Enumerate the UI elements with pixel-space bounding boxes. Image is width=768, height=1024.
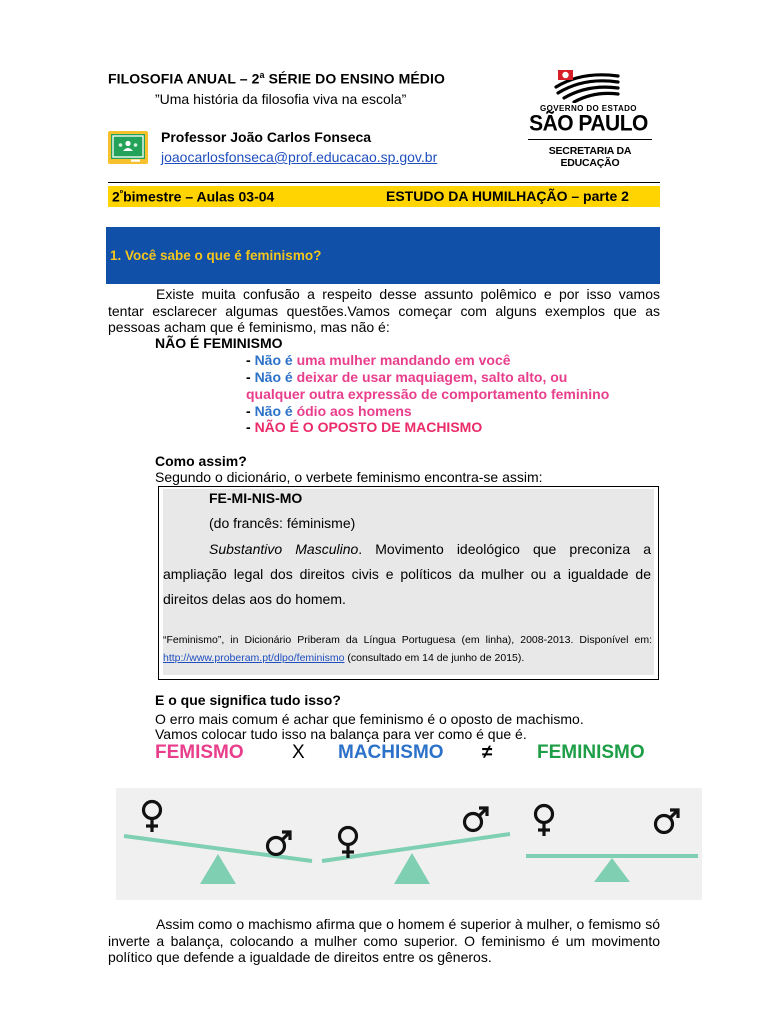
equation-femismo: FEMISMO xyxy=(155,742,244,763)
dictionary-word: FE-MI-NIS-MO xyxy=(209,490,303,506)
list-item: - Não é uma mulher mandando em você xyxy=(246,352,511,368)
dictionary-origin: (do francês: féminisme) xyxy=(209,515,356,531)
dictionary-entry-box xyxy=(158,486,659,680)
document-subtitle: ”Uma história da filosofia viva na escola” xyxy=(155,91,407,107)
professor-email-link[interactable]: joaocarlosfonseca@prof.educacao.sp.gov.br xyxy=(161,149,438,165)
closing-paragraph: Assim como o machismo afirma que o homem é superior à mulher, o femismo só inverte a balança, colocando a mulher como superior. O feminismo é um movimento político que defende a igualdade de direitos entre os gêneros. xyxy=(108,916,660,965)
como-assim-heading: Como assim? xyxy=(155,453,247,469)
equation-feminismo: FEMINISMO xyxy=(537,742,645,763)
lesson-bimester: $2^ºbimestre$ – Aulas 03-04 xyxy=(112,188,275,205)
equation-not-equal: ≠ xyxy=(482,742,493,763)
logo-line-2: SÃO PAULO xyxy=(529,111,648,136)
dictionary-definition: Substantivo Masculino. Movimento ideológico que preconiza a ampliação legal dos direitos civis e políticos da mulher ou a igualdade de direitos delas aos do homem. xyxy=(163,541,651,607)
equation-versus: X xyxy=(292,742,305,763)
list-item: - Não é deixar de usar maquiagem, salto alto, ou xyxy=(246,369,568,385)
meaning-heading: E o que significa tudo isso? xyxy=(155,692,341,708)
sao-paulo-flag-emblem xyxy=(552,67,622,103)
list-item-continuation: qualquer outra expressão de comportamento feminino xyxy=(246,386,610,402)
logo-line-1: GOVERNO DO ESTADO xyxy=(540,104,637,113)
meaning-line-2: Vamos colocar tudo isso na balança para ver como é que é. xyxy=(155,726,527,742)
dictionary-source-link[interactable]: http://www.proberam.pt/dlpo/feminismo xyxy=(163,652,345,664)
question-text: 1. Você sabe o que é feminismo? xyxy=(110,248,322,263)
dictionary-entry-background xyxy=(163,489,654,675)
header-divider xyxy=(108,182,660,183)
intro-paragraph: Existe muita confusão a respeito desse assunto polêmico e por isso vamos tentar esclarecer algumas questões.Vamos começar com alguns exemplos que as pessoas acham que é feminismo, mas não é: xyxy=(108,286,660,335)
list-item: - Não é ódio aos homens xyxy=(246,403,412,419)
google-classroom-icon[interactable] xyxy=(108,131,148,164)
sao-paulo-government-logo xyxy=(528,65,656,169)
logo-divider xyxy=(528,139,652,140)
not-feminism-heading: NÃO É FEMINISMO xyxy=(155,335,283,351)
meaning-line-1: O erro mais comum é achar que feminismo é o oposto de machismo. xyxy=(155,711,584,727)
balance-scales-illustration xyxy=(116,788,702,900)
dictionary-intro: Segundo o dicionário, o verbete feminismo encontra-se assim: xyxy=(155,469,543,485)
equation-machismo: MACHISMO xyxy=(338,742,444,763)
list-item: - NÃO É O OPOSTO DE MACHISMO xyxy=(246,419,483,435)
logo-line-3: SECRETARIA DA EDUCAÇÃO xyxy=(548,145,632,169)
document-title: FILOSOFIA ANUAL – 2$^a$ SÉRIE DO ENSINO MÉDIO xyxy=(108,70,445,87)
lesson-topic: ESTUDO DA HUMILHAÇÃO – parte 2 xyxy=(386,188,629,204)
dictionary-source: “Feminismo”, in Dicionário Priberam da Língua Portuguesa (em linha), 2008-2013. Disponível em: http://www.proberam.pt/dlpo/feminismo (consultado em 14 de junho de 2015). xyxy=(163,634,652,664)
professor-name: Professor João Carlos Fonseca xyxy=(161,129,372,145)
